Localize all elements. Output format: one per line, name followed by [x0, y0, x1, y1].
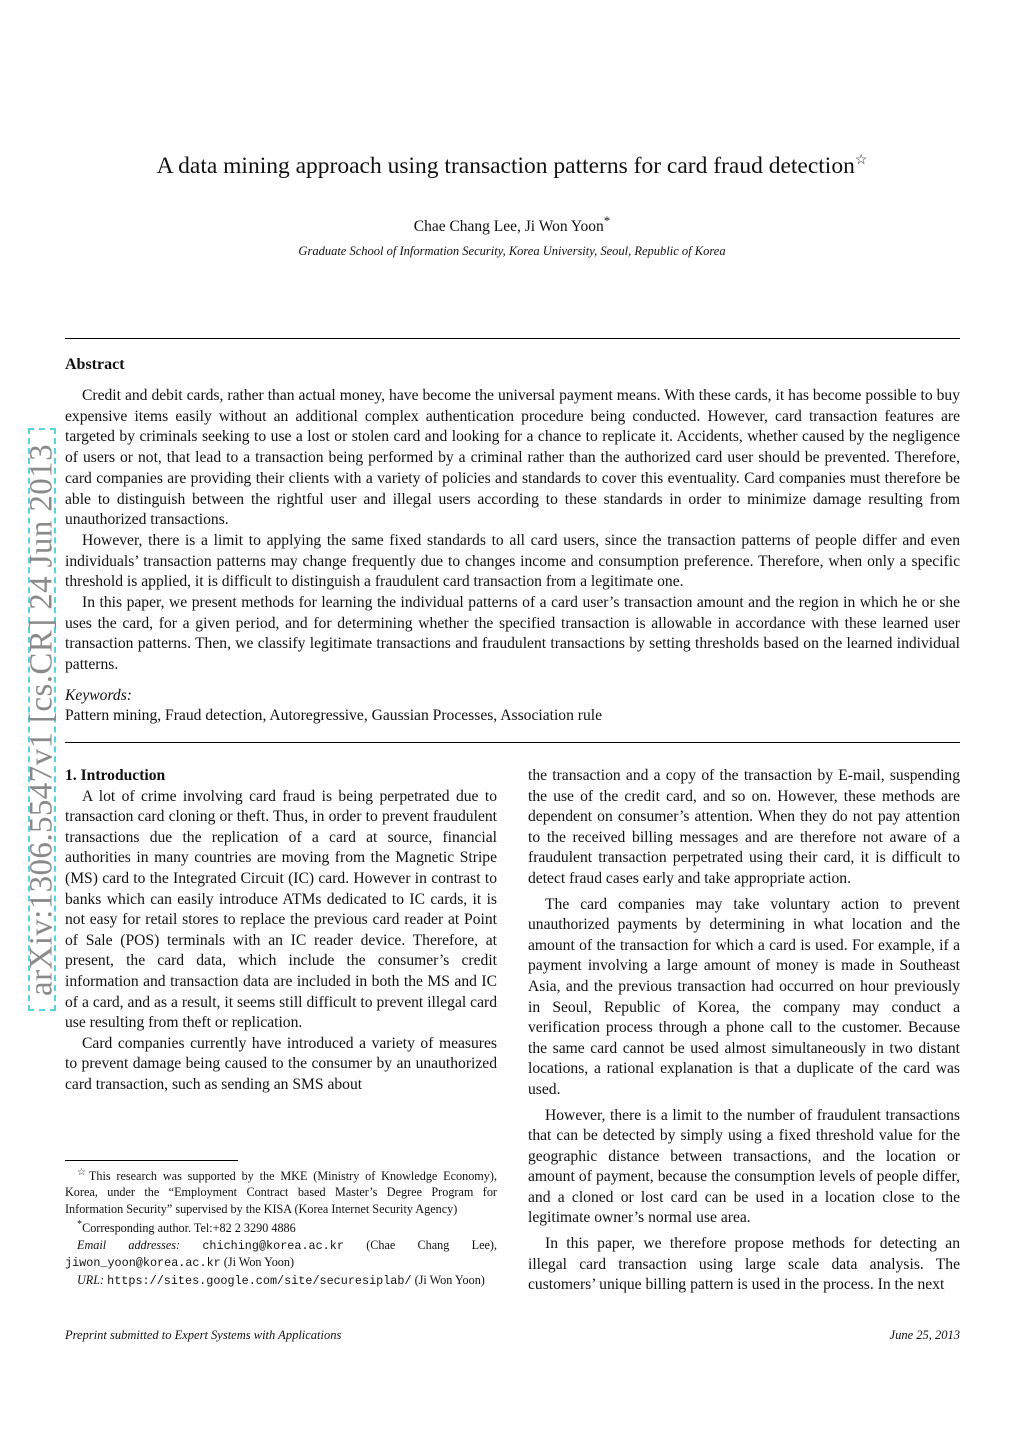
affiliation: Graduate School of Information Security, Korea University, Seoul, Republic of Korea	[298, 244, 726, 258]
right-column	[528, 766, 960, 1296]
footnotes	[65, 1165, 497, 1289]
body-paragraph: The card companies may take voluntary action to prevent unauthorized payments by determining in what location and the amount of the transaction for which a card is used. For example, if a payment involving a large amount of money is made in Southeast Asia, and the previous transaction had occurred on hour previously in Seoul, Republic of Korea, the company may conduct a verification process through a phone call to the customer. Because the same card cannot be used almost simultaneously in two distant locations, a rational explanation is that a duplicate of the card was used.	[528, 895, 960, 1098]
authors: Chae Chang Lee, Ji Won Yoon*	[413, 213, 611, 236]
top-rule	[65, 338, 960, 339]
body-paragraph: In this paper, we therefore propose methods for detecting an illegal card transaction using large scale data analysis. The customers’ unique billing pattern is used in the process. In the next	[528, 1235, 960, 1294]
body-paragraph: However, there is a limit to the number of fraudulent transactions that can be detected by simply using a fixed threshold value for the geographic distance between transactions, and the location or amount of payment, because the consumption levels of people differ, and a cloned or lost card can be used in a location close to the legitimate owner’s normal use area.	[528, 1106, 960, 1227]
footer-preprint: Preprint submitted to Expert Systems with Applications	[65, 1328, 342, 1342]
email-link[interactable]: jiwon_yoon@korea.ac.kr	[65, 1256, 221, 1271]
author-footnote-mark: *	[603, 213, 611, 228]
left-column	[65, 766, 497, 1096]
keywords-label: Keywords:	[65, 687, 132, 704]
body-paragraph: the transaction and a copy of the transaction by E-mail, suspending the use of the credit card, and so on. However, these methods are dependent on consumer’s attention. When they do not pay attention to the received billing messages and are therefore not aware of a fraudulent transaction perpetrated using their card, it is difficult to detect fraud cases early and take appropriate action.	[528, 767, 960, 887]
footer-date: June 25, 2013	[889, 1328, 960, 1342]
funding-footnote: ☆This research was supported by the MKE (Ministry of Knowledge Economy), Korea, under the “Employment Contract based Master’s Degree Program for Information Security” supervised by the KISA (Korea Internet Security Agency)	[65, 1167, 497, 1216]
section-heading: 1. Introduction	[65, 767, 166, 784]
keywords: Pattern mining, Fraud detection, Autoregressive, Gaussian Processes, Association rule	[65, 707, 603, 724]
bottom-rule	[65, 742, 960, 743]
footnote-rule	[65, 1160, 238, 1161]
body-paragraph: A lot of crime involving card fraud is being perpetrated due to transaction card cloning or theft. Thus, in order to prevent fraudulent transactions due the replication of a card at source, financial authorities in many countries are moving from the Magnetic Stripe (MS) card to the Integrated Circuit (IC) card. However in contrast to banks which can easily introduce ATMs dedicated to IC cards, it is not easy for retail stores to replace the previous card reader at Point of Sale (POS) terminals with an IC reader device. Therefore, at present, the card data, which include the consumer’s credit information and transaction data are included in both the MS and IC of a card, and as a result, it seems still difficult to prevent illegal card use resulting from theft or replication.	[65, 787, 497, 1032]
url-link[interactable]: https://sites.google.com/site/securesiplab/	[107, 1273, 412, 1288]
email-link[interactable]: chiching@korea.ac.kr	[202, 1238, 344, 1253]
paper-title: A data mining approach using transaction patterns for card fraud detection☆	[156, 152, 868, 179]
corresponding-footnote: *Corresponding author. Tel:+82 2 3290 4886	[77, 1219, 296, 1236]
arxiv-stamp: arXiv:1306.5547v1 [cs.CR] 24 Jun 2013	[23, 444, 60, 996]
url-footnote: URL: https://sites.google.com/site/securesiplab/ (Ji Won Yoon)	[77, 1272, 485, 1288]
title-footnote-mark: ☆	[854, 153, 868, 168]
abstract-paragraph: In this paper, we present methods for learning the individual patterns of a card user’s transaction amount and the region in which he or she uses the card, for a given period, and for determining whether the specified transaction is allowable in accordance with these learned user transaction patterns. Then, we classify legitimate transactions and fraudulent transactions by setting thresholds based on the learned individual patterns.	[65, 594, 960, 674]
abstract-paragraph: Credit and debit cards, rather than actual money, have become the universal payment means. With these cards, it has become possible to buy expensive items easily without an additional complex authentication procedure being conducted. However, card transaction features are targeted by criminals seeking to use a lost or stolen card and looking for a chance to replicate it. Accidents, whether caused by the negligence of users or not, that lead to a transaction being performed by a criminal rather than the authorized card user should be prevented. Therefore, card companies are providing their clients with a variety of policies and standards to cover this eventuality. Card companies must therefore be able to distinguish between the rightful user and illegal users according to these standards in order to minimize damage resulting from unauthorized transactions.	[65, 387, 960, 529]
email-footnote: Email addresses: chiching@korea.ac.kr (Chae Chang Lee), jiwon_yoon@korea.ac.kr (Ji Won Yoon)	[65, 1237, 498, 1271]
abstract-body	[65, 386, 960, 676]
abstract-paragraph: However, there is a limit to applying the same fixed standards to all card users, since the transaction patterns of people differ and even individuals’ transaction patterns may change frequently due to changes income and consumption preference. Therefore, when only a specific threshold is applied, it is difficult to distinguish a fraudulent card transaction from a legitimate one.	[65, 531, 960, 591]
abstract-heading: Abstract	[65, 356, 125, 373]
body-paragraph: Card companies currently have introduced a variety of measures to prevent damage being caused to the consumer by an unauthorized card transaction, such as sending an SMS about	[65, 1034, 497, 1093]
